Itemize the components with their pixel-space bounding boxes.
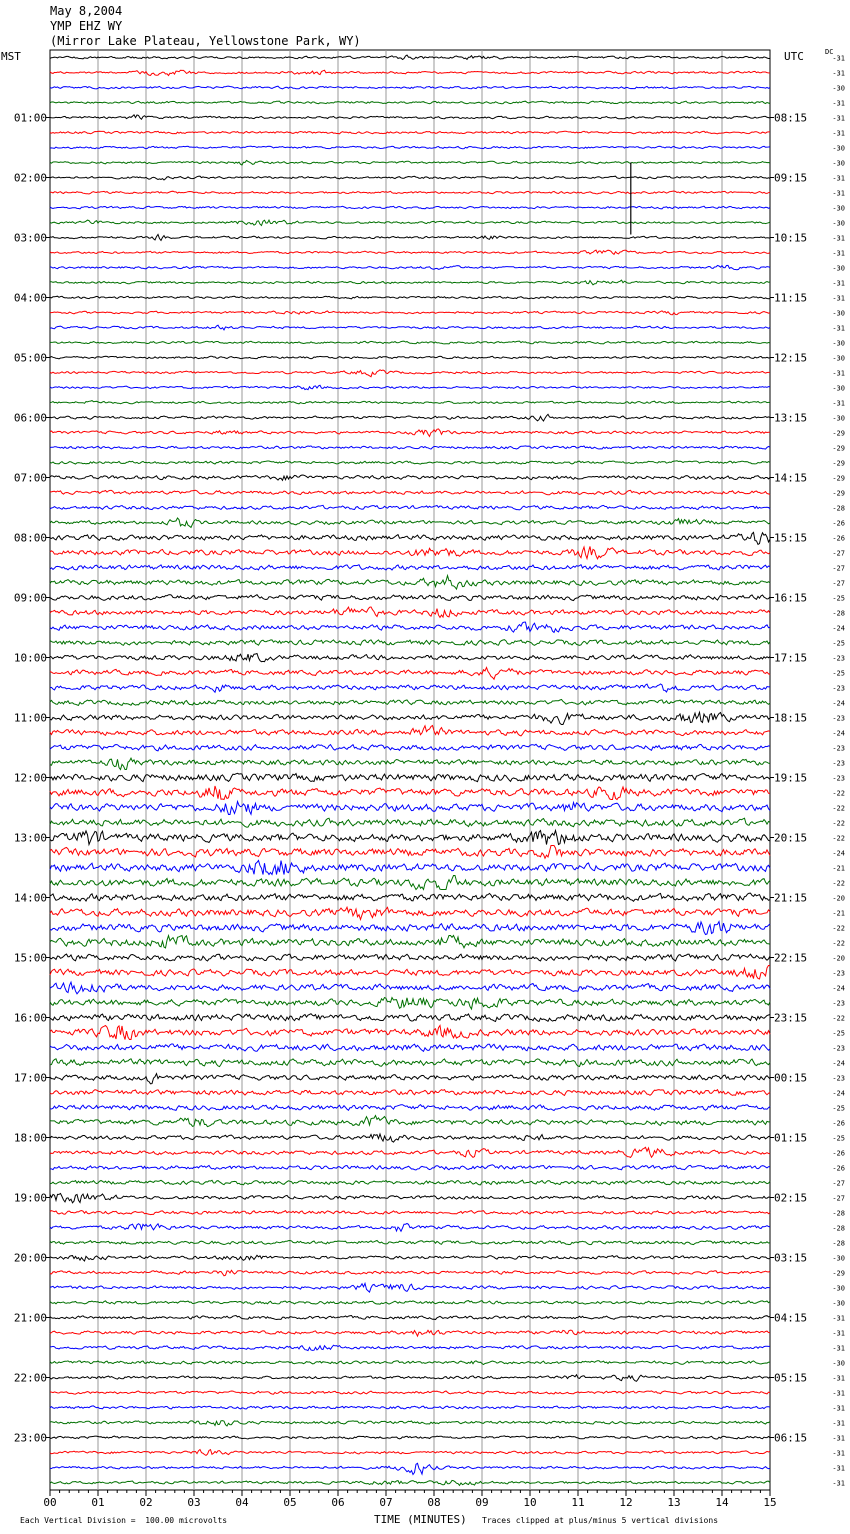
- right-time-label-12:15: 12:15: [774, 351, 808, 365]
- left-time-label-22:00: 22:00: [13, 1371, 47, 1385]
- x-tick-label-02: 02: [139, 1496, 153, 1509]
- left-zone-label: MST: [1, 50, 21, 63]
- trace-15: [50, 280, 770, 285]
- dc-offset-value: -31: [832, 1449, 845, 1458]
- x-tick-label-04: 04: [235, 1496, 249, 1509]
- trace-84: [50, 1316, 770, 1320]
- trace-35: [50, 576, 770, 590]
- left-time-label-09:00: 09:00: [13, 591, 47, 605]
- trace-7: [50, 160, 770, 165]
- dc-offset-value: -27: [832, 564, 845, 573]
- dc-offset-value: -24: [832, 699, 845, 708]
- trace-54: [50, 861, 770, 875]
- dc-offset-value: -31: [832, 369, 845, 378]
- right-time-label-10:15: 10:15: [774, 231, 808, 245]
- x-tick-label-14: 14: [715, 1496, 729, 1509]
- right-time-label-21:15: 21:15: [774, 891, 808, 905]
- dc-offset-value: -28: [832, 609, 845, 618]
- trace-16: [50, 296, 770, 299]
- right-time-label-08:15: 08:15: [774, 111, 808, 125]
- dc-offset-value: -31: [832, 1389, 845, 1398]
- dc-offset-value: -23: [832, 1074, 845, 1083]
- right-time-label-16:15: 16:15: [774, 591, 808, 605]
- x-tick-label-11: 11: [571, 1496, 585, 1509]
- trace-6: [50, 146, 770, 149]
- dc-offset-value: -31: [832, 99, 845, 108]
- dc-offset-value: -23: [832, 744, 845, 753]
- dc-offset-value: -31: [832, 1314, 845, 1323]
- dc-offset-value: -31: [832, 1374, 845, 1383]
- trace-20: [50, 356, 770, 359]
- dc-offset-value: -26: [832, 519, 845, 528]
- trace-2: [50, 86, 770, 89]
- dc-offset-value: -25: [832, 594, 845, 603]
- dc-offset-value: -22: [832, 834, 845, 843]
- right-time-label-03:15: 03:15: [774, 1251, 808, 1265]
- dc-offset-value: -30: [832, 1359, 845, 1368]
- dc-offset-value: -27: [832, 1179, 845, 1188]
- trace-91: [50, 1421, 770, 1426]
- trace-8: [50, 176, 770, 180]
- dc-offset-value: -31: [832, 129, 845, 138]
- dc-offset-value: -26: [832, 1119, 845, 1128]
- trace-85: [50, 1330, 770, 1336]
- dc-offset-value: -21: [832, 864, 845, 873]
- left-time-label-21:00: 21:00: [13, 1311, 47, 1325]
- dc-offset-value: -20: [832, 954, 845, 963]
- left-time-label-14:00: 14:00: [13, 891, 47, 905]
- dc-offset-value: -23: [832, 654, 845, 663]
- dc-offset-value: -30: [832, 354, 845, 363]
- x-tick-label-09: 09: [475, 1496, 489, 1509]
- dc-offset-value: -31: [832, 1329, 845, 1338]
- right-time-label-06:15: 06:15: [774, 1431, 808, 1445]
- dc-offset-value: -24: [832, 1059, 845, 1068]
- trace-46: [50, 744, 770, 751]
- trace-66: [50, 1044, 770, 1051]
- dc-offset-value: -31: [832, 399, 845, 408]
- trace-31: [50, 518, 770, 527]
- trace-60: [50, 954, 770, 961]
- dc-offset-value: -31: [832, 69, 845, 78]
- left-time-label-11:00: 11:00: [13, 711, 47, 725]
- trace-68: [50, 1074, 770, 1084]
- trace-53: [50, 846, 770, 859]
- dc-offset-value: -22: [832, 924, 845, 933]
- trace-75: [50, 1180, 770, 1185]
- trace-36: [50, 595, 770, 601]
- right-time-label-09:15: 09:15: [774, 171, 808, 185]
- left-time-label-16:00: 16:00: [13, 1011, 47, 1025]
- right-time-label-14:15: 14:15: [774, 471, 808, 485]
- dc-offset-value: -31: [832, 249, 845, 258]
- left-time-label-23:00: 23:00: [13, 1431, 47, 1445]
- trace-22: [50, 385, 770, 389]
- dc-offset-value: -30: [832, 204, 845, 213]
- dc-offset-value: -30: [832, 339, 845, 348]
- trace-41: [50, 668, 770, 680]
- trace-72: [50, 1134, 770, 1142]
- left-time-label-06:00: 06:00: [13, 411, 47, 425]
- right-time-label-02:15: 02:15: [774, 1191, 808, 1205]
- x-tick-label-13: 13: [667, 1496, 681, 1509]
- dc-offset-value: -31: [832, 294, 845, 303]
- trace-28: [50, 475, 770, 480]
- x-tick-label-00: 00: [43, 1496, 57, 1509]
- trace-11: [50, 220, 770, 225]
- trace-47: [50, 758, 770, 769]
- dc-offset-value: -30: [832, 84, 845, 93]
- trace-58: [50, 922, 770, 935]
- dc-offset-value: -30: [832, 384, 845, 393]
- trace-57: [50, 907, 770, 919]
- dc-offset-value: -31: [832, 324, 845, 333]
- dc-offset-value: -31: [832, 1344, 845, 1353]
- trace-86: [50, 1345, 770, 1350]
- trace-52: [50, 831, 770, 845]
- dc-offset-value: -24: [832, 624, 845, 633]
- trace-37: [50, 607, 770, 618]
- trace-88: [50, 1375, 770, 1382]
- x-tick-label-05: 05: [283, 1496, 297, 1509]
- trace-65: [50, 1026, 770, 1040]
- x-tick-label-01: 01: [91, 1496, 105, 1509]
- dc-offset-value: -23: [832, 969, 845, 978]
- right-time-label-20:15: 20:15: [774, 831, 808, 845]
- trace-83: [50, 1301, 770, 1305]
- dc-offset-value: -30: [832, 1254, 845, 1263]
- trace-48: [50, 773, 770, 781]
- trace-38: [50, 622, 770, 632]
- dc-offset-value: -30: [832, 309, 845, 318]
- trace-27: [50, 461, 770, 464]
- dc-offset-value: -22: [832, 804, 845, 813]
- dc-offset-value: -23: [832, 999, 845, 1008]
- trace-1: [50, 70, 770, 75]
- right-time-label-05:15: 05:15: [774, 1371, 808, 1385]
- dc-label: DC: [825, 48, 834, 56]
- trace-23: [50, 401, 770, 404]
- trace-3: [50, 101, 770, 104]
- left-time-label-17:00: 17:00: [13, 1071, 47, 1085]
- trace-73: [50, 1147, 770, 1157]
- trace-32: [50, 532, 770, 544]
- trace-14: [50, 265, 770, 269]
- dc-offset-value: -31: [832, 54, 845, 63]
- right-time-label-11:15: 11:15: [774, 291, 808, 305]
- trace-76: [50, 1194, 770, 1203]
- dc-offset-value: -24: [832, 849, 845, 858]
- x-tick-label-15: 15: [763, 1496, 777, 1509]
- dc-offset-value: -25: [832, 1029, 845, 1038]
- dc-offset-value: -30: [832, 219, 845, 228]
- dc-offset-value: -23: [832, 684, 845, 693]
- trace-71: [50, 1116, 770, 1127]
- dc-offset-value: -31: [832, 279, 845, 288]
- dc-offset-value: -29: [832, 489, 845, 498]
- trace-43: [50, 700, 770, 706]
- x-tick-label-08: 08: [427, 1496, 441, 1509]
- dc-offset-value: -27: [832, 549, 845, 558]
- dc-offset-value: -23: [832, 774, 845, 783]
- dc-offset-value: -24: [832, 729, 845, 738]
- trace-90: [50, 1406, 770, 1409]
- x-tick-label-07: 07: [379, 1496, 393, 1509]
- dc-offset-value: -23: [832, 1044, 845, 1053]
- left-time-label-02:00: 02:00: [13, 171, 47, 185]
- trace-89: [50, 1391, 770, 1394]
- record-date: May 8,2004: [50, 4, 123, 18]
- x-tick-label-12: 12: [619, 1496, 633, 1509]
- trace-0: [50, 55, 770, 59]
- right-time-label-23:15: 23:15: [774, 1011, 808, 1025]
- trace-25: [50, 429, 770, 437]
- trace-40: [50, 654, 770, 662]
- trace-44: [50, 712, 770, 724]
- dc-offset-value: -24: [832, 1089, 845, 1098]
- trace-51: [50, 818, 770, 827]
- dc-offset-value: -22: [832, 879, 845, 888]
- right-time-label-00:15: 00:15: [774, 1071, 808, 1085]
- dc-offset-value: -31: [832, 1404, 845, 1413]
- plot-frame: [50, 50, 770, 1490]
- dc-offset-value: -26: [832, 1149, 845, 1158]
- dc-offset-value: -30: [832, 414, 845, 423]
- dc-offset-value: -31: [832, 1434, 845, 1443]
- station-code: YMP EHZ WY: [50, 19, 123, 33]
- dc-offset-value: -30: [832, 144, 845, 153]
- right-time-label-22:15: 22:15: [774, 951, 808, 965]
- trace-26: [50, 446, 770, 449]
- trace-70: [50, 1105, 770, 1111]
- left-time-label-03:00: 03:00: [13, 231, 47, 245]
- clip-note: Traces clipped at plus/minus 5 vertical divisions: [482, 1516, 719, 1525]
- left-time-label-19:00: 19:00: [13, 1191, 47, 1205]
- trace-34: [50, 565, 770, 570]
- trace-69: [50, 1090, 770, 1096]
- trace-77: [50, 1211, 770, 1215]
- left-time-label-08:00: 08:00: [13, 531, 47, 545]
- trace-17: [50, 311, 770, 315]
- right-time-label-01:15: 01:15: [774, 1131, 808, 1145]
- trace-62: [50, 982, 770, 994]
- trace-67: [50, 1059, 770, 1067]
- dc-offset-value: -31: [832, 234, 845, 243]
- dc-offset-value: -31: [832, 1464, 845, 1473]
- trace-92: [50, 1436, 770, 1439]
- left-time-label-07:00: 07:00: [13, 471, 47, 485]
- trace-55: [50, 876, 770, 890]
- trace-63: [50, 998, 770, 1010]
- dc-offset-value: -31: [832, 1419, 845, 1428]
- trace-10: [50, 206, 770, 209]
- trace-50: [50, 802, 770, 815]
- trace-74: [50, 1165, 770, 1170]
- trace-79: [50, 1241, 770, 1245]
- trace-29: [50, 490, 770, 495]
- right-time-label-13:15: 13:15: [774, 411, 808, 425]
- dc-offset-value: -29: [832, 459, 845, 468]
- trace-30: [50, 505, 770, 510]
- trace-45: [50, 726, 770, 736]
- dc-offset-value: -22: [832, 939, 845, 948]
- dc-offset-value: -22: [832, 789, 845, 798]
- trace-78: [50, 1224, 770, 1232]
- dc-offset-value: -31: [832, 114, 845, 123]
- dc-offset-value: -20: [832, 894, 845, 903]
- dc-offset-value: -22: [832, 1014, 845, 1023]
- trace-19: [50, 341, 770, 344]
- dc-offset-value: -25: [832, 1134, 845, 1143]
- dc-offset-value: -24: [832, 984, 845, 993]
- dc-offset-value: -28: [832, 1224, 845, 1233]
- dc-offset-value: -28: [832, 1239, 845, 1248]
- trace-24: [50, 414, 770, 421]
- dc-offset-value: -23: [832, 714, 845, 723]
- dc-offset-value: -28: [832, 1209, 845, 1218]
- vertical-scale-note: Each Vertical Division = 100.00 microvolts: [20, 1516, 228, 1525]
- left-time-label-18:00: 18:00: [13, 1131, 47, 1145]
- dc-offset-value: -30: [832, 264, 845, 273]
- trace-93: [50, 1450, 770, 1456]
- trace-4: [50, 115, 770, 119]
- trace-13: [50, 250, 770, 254]
- x-axis-title: TIME (MINUTES): [374, 1513, 467, 1526]
- right-time-label-18:15: 18:15: [774, 711, 808, 725]
- left-time-label-01:00: 01:00: [13, 111, 47, 125]
- x-tick-label-06: 06: [331, 1496, 345, 1509]
- dc-offset-value: -26: [832, 1164, 845, 1173]
- dc-offset-value: -26: [832, 534, 845, 543]
- trace-21: [50, 370, 770, 377]
- trace-82: [50, 1283, 770, 1292]
- dc-offset-value: -25: [832, 669, 845, 678]
- right-time-label-04:15: 04:15: [774, 1311, 808, 1325]
- dc-offset-value: -31: [832, 189, 845, 198]
- trace-64: [50, 1014, 770, 1022]
- trace-39: [50, 640, 770, 646]
- dc-offset-value: -29: [832, 429, 845, 438]
- trace-81: [50, 1270, 770, 1276]
- dc-offset-value: -23: [832, 759, 845, 768]
- dc-offset-value: -21: [832, 909, 845, 918]
- dc-offset-value: -30: [832, 1299, 845, 1308]
- dc-offset-value: -27: [832, 1194, 845, 1203]
- trace-42: [50, 684, 770, 692]
- trace-61: [50, 966, 770, 980]
- trace-94: [50, 1463, 770, 1474]
- trace-9: [50, 191, 770, 194]
- dc-offset-value: -25: [832, 639, 845, 648]
- trace-59: [50, 936, 770, 949]
- trace-18: [50, 325, 770, 330]
- left-time-label-10:00: 10:00: [13, 651, 47, 665]
- dc-offset-value: -25: [832, 1104, 845, 1113]
- trace-56: [50, 893, 770, 901]
- right-time-label-17:15: 17:15: [774, 651, 808, 665]
- dc-offset-value: -30: [832, 159, 845, 168]
- right-time-label-19:15: 19:15: [774, 771, 808, 785]
- x-tick-label-03: 03: [187, 1496, 201, 1509]
- dc-offset-value: -29: [832, 474, 845, 483]
- trace-49: [50, 786, 770, 800]
- station-location: (Mirror Lake Plateau, Yellowstone Park, WY): [50, 34, 361, 48]
- left-time-label-12:00: 12:00: [13, 771, 47, 785]
- trace-87: [50, 1361, 770, 1365]
- left-time-label-04:00: 04:00: [13, 291, 47, 305]
- x-tick-label-10: 10: [523, 1496, 537, 1509]
- left-time-label-05:00: 05:00: [13, 351, 47, 365]
- dc-offset-value: -27: [832, 579, 845, 588]
- right-zone-label: UTC: [784, 50, 804, 63]
- left-time-label-15:00: 15:00: [13, 951, 47, 965]
- right-time-label-15:15: 15:15: [774, 531, 808, 545]
- dc-offset-value: -28: [832, 504, 845, 513]
- dc-offset-value: -29: [832, 444, 845, 453]
- dc-offset-value: -31: [832, 1479, 845, 1488]
- dc-offset-value: -22: [832, 819, 845, 828]
- trace-12: [50, 234, 770, 240]
- dc-offset-value: -29: [832, 1269, 845, 1278]
- trace-80: [50, 1255, 770, 1261]
- left-time-label-20:00: 20:00: [13, 1251, 47, 1265]
- trace-33: [50, 546, 770, 559]
- trace-95: [50, 1480, 770, 1485]
- dc-offset-value: -30: [832, 1284, 845, 1293]
- dc-offset-value: -31: [832, 174, 845, 183]
- left-time-label-13:00: 13:00: [13, 831, 47, 845]
- trace-5: [50, 131, 770, 134]
